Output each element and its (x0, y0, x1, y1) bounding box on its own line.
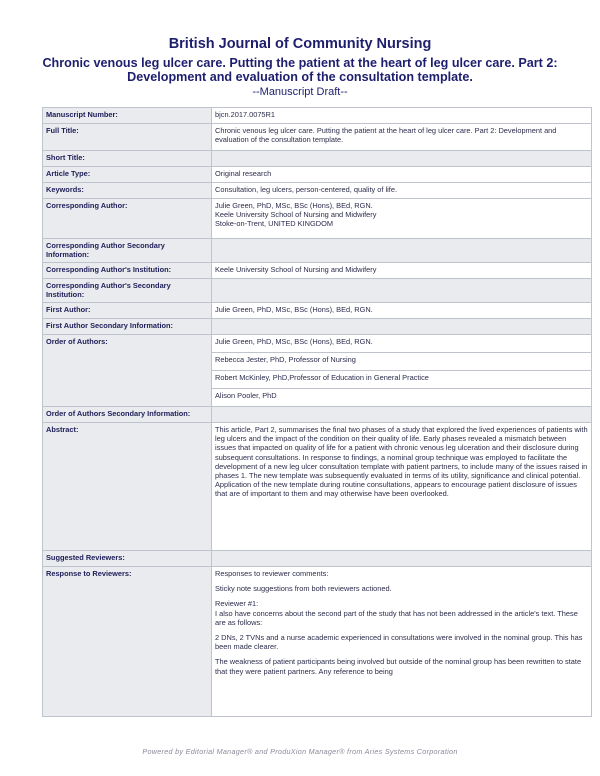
row-corr-secondary-info (43, 239, 592, 263)
corr-author-line: Stoke-on-Trent, UNITED KINGDOM (215, 219, 333, 229)
label-response-to-reviewers: Response to Reviewers: (43, 567, 212, 717)
label-full-title: Full Title: (43, 124, 212, 151)
response-paragraph: Reviewer #1: I also have concerns about the second part of the study that has not been addressed in the article's text. These are as follows: (215, 599, 578, 627)
row-corr-secondary-institution (43, 279, 592, 303)
row-manuscript-number (43, 108, 592, 124)
journal-name: British Journal of Community Nursing (168, 36, 432, 52)
value-order-secondary (212, 407, 592, 423)
manuscript-title: Chronic venous leg ulcer care. Putting the patient at the heart of leg ulcer care. Part 2: Development and evaluation of the consultation template. (42, 56, 558, 84)
value-suggested-reviewers (212, 551, 592, 567)
value-abstract: This article, Part 2, summarises the final two phases of a study that explored the lived experiences of patients with leg ulcers and the impact of the condition on their quality of life. Early phases revealed a mismatch between issues that impacted on quality of life for a patient with chronic venous leg ulceration and their disclosure during subsequent consultations. In response to findings, a nominal group technique was employed to facilitate the development of a new leg ulcer consultation template with patient partners, to include many of the issues raised in phases 1. The new template was subsequently evaluated in terms of its utility, significance and clinical potential. Application of the new template during routine consultations, appears to encourage patient disclosure of issues that are of important to them and may otherwise have been overlooked. (212, 423, 592, 551)
row-corr-institution (43, 263, 592, 279)
response-paragraph: Sticky note suggestions from both reviewers actioned. (215, 584, 392, 594)
value-corr-institution: Keele University School of Nursing and Midwifery (212, 263, 592, 279)
value-first-author: Julie Green, PhD, MSc, BSc (Hons), BEd, RGN. (212, 303, 592, 319)
value-corr-secondary-info (212, 239, 592, 263)
label-abstract: Abstract: (43, 423, 212, 551)
response-paragraph: The weakness of patient participants being involved but outside of the nominal group has been rewritten to state that they were patient partners. Any reference to being (215, 657, 582, 676)
author-entry: Robert McKinley, PhD,Professor of Education in General Practice (212, 371, 592, 389)
value-keywords: Consultation, leg ulcers, person-centered, quality of life. (212, 183, 592, 199)
label-corr-secondary-info: Corresponding Author Secondary Information: (43, 239, 212, 263)
value-first-author-secondary (212, 319, 592, 335)
row-order-of-authors (43, 335, 592, 353)
value-full-title: Chronic venous leg ulcer care. Putting the patient at the heart of leg ulcer care. Part 2: Development and evaluation of the consultation template. (212, 124, 592, 151)
row-short-title (43, 151, 592, 167)
footer-powered-by: Powered by Editorial Manager® and ProduXion Manager® from Aries Systems Corporation (142, 747, 458, 756)
value-response-to-reviewers (212, 567, 592, 717)
row-first-author-secondary (43, 319, 592, 335)
label-corresponding-author: Corresponding Author: (43, 199, 212, 239)
row-keywords (43, 183, 592, 199)
label-order-of-authors: Order of Authors: (43, 335, 212, 407)
label-keywords: Keywords: (43, 183, 212, 199)
row-response-to-reviewers (43, 567, 592, 717)
label-short-title: Short Title: (43, 151, 212, 167)
author-entry: Rebecca Jester, PhD, Professor of Nursing (212, 353, 592, 371)
label-first-author: First Author: (43, 303, 212, 319)
label-manuscript-number: Manuscript Number: (43, 108, 212, 124)
response-paragraph: 2 DNs, 2 TVNs and a nurse academic experienced in consultations were involved in the nominal group. This has been made clearer. (215, 633, 583, 652)
row-order-secondary (43, 407, 592, 423)
value-corr-secondary-institution (212, 279, 592, 303)
label-corr-secondary-institution: Corresponding Author's Secondary Institution: (43, 279, 212, 303)
response-paragraph: Responses to reviewer comments: (215, 569, 329, 578)
author-entry: Julie Green, PhD, MSc, BSc (Hons), BEd, RGN. (212, 335, 592, 353)
label-article-type: Article Type: (43, 167, 212, 183)
row-suggested-reviewers (43, 551, 592, 567)
corr-author-line: Julie Green, PhD, MSc, BSc (Hons), BEd, RGN. (215, 201, 373, 210)
row-corresponding-author (43, 199, 592, 239)
manuscript-details-table (42, 107, 592, 717)
value-short-title (212, 151, 592, 167)
label-order-secondary: Order of Authors Secondary Information: (43, 407, 212, 423)
row-full-title (43, 124, 592, 151)
row-article-type (43, 167, 592, 183)
corr-author-line: Keele University School of Nursing and Midwifery (215, 210, 377, 220)
label-first-author-secondary: First Author Secondary Information: (43, 319, 212, 335)
value-article-type: Original research (212, 167, 592, 183)
row-abstract (43, 423, 592, 551)
label-suggested-reviewers: Suggested Reviewers: (43, 551, 212, 567)
draft-label: --Manuscript Draft-- (252, 86, 348, 98)
value-corresponding-author (212, 199, 592, 239)
row-first-author (43, 303, 592, 319)
label-corr-institution: Corresponding Author's Institution: (43, 263, 212, 279)
value-manuscript-number: bjcn.2017.0075R1 (212, 108, 592, 124)
author-entry: Alison Pooler, PhD (212, 389, 592, 407)
